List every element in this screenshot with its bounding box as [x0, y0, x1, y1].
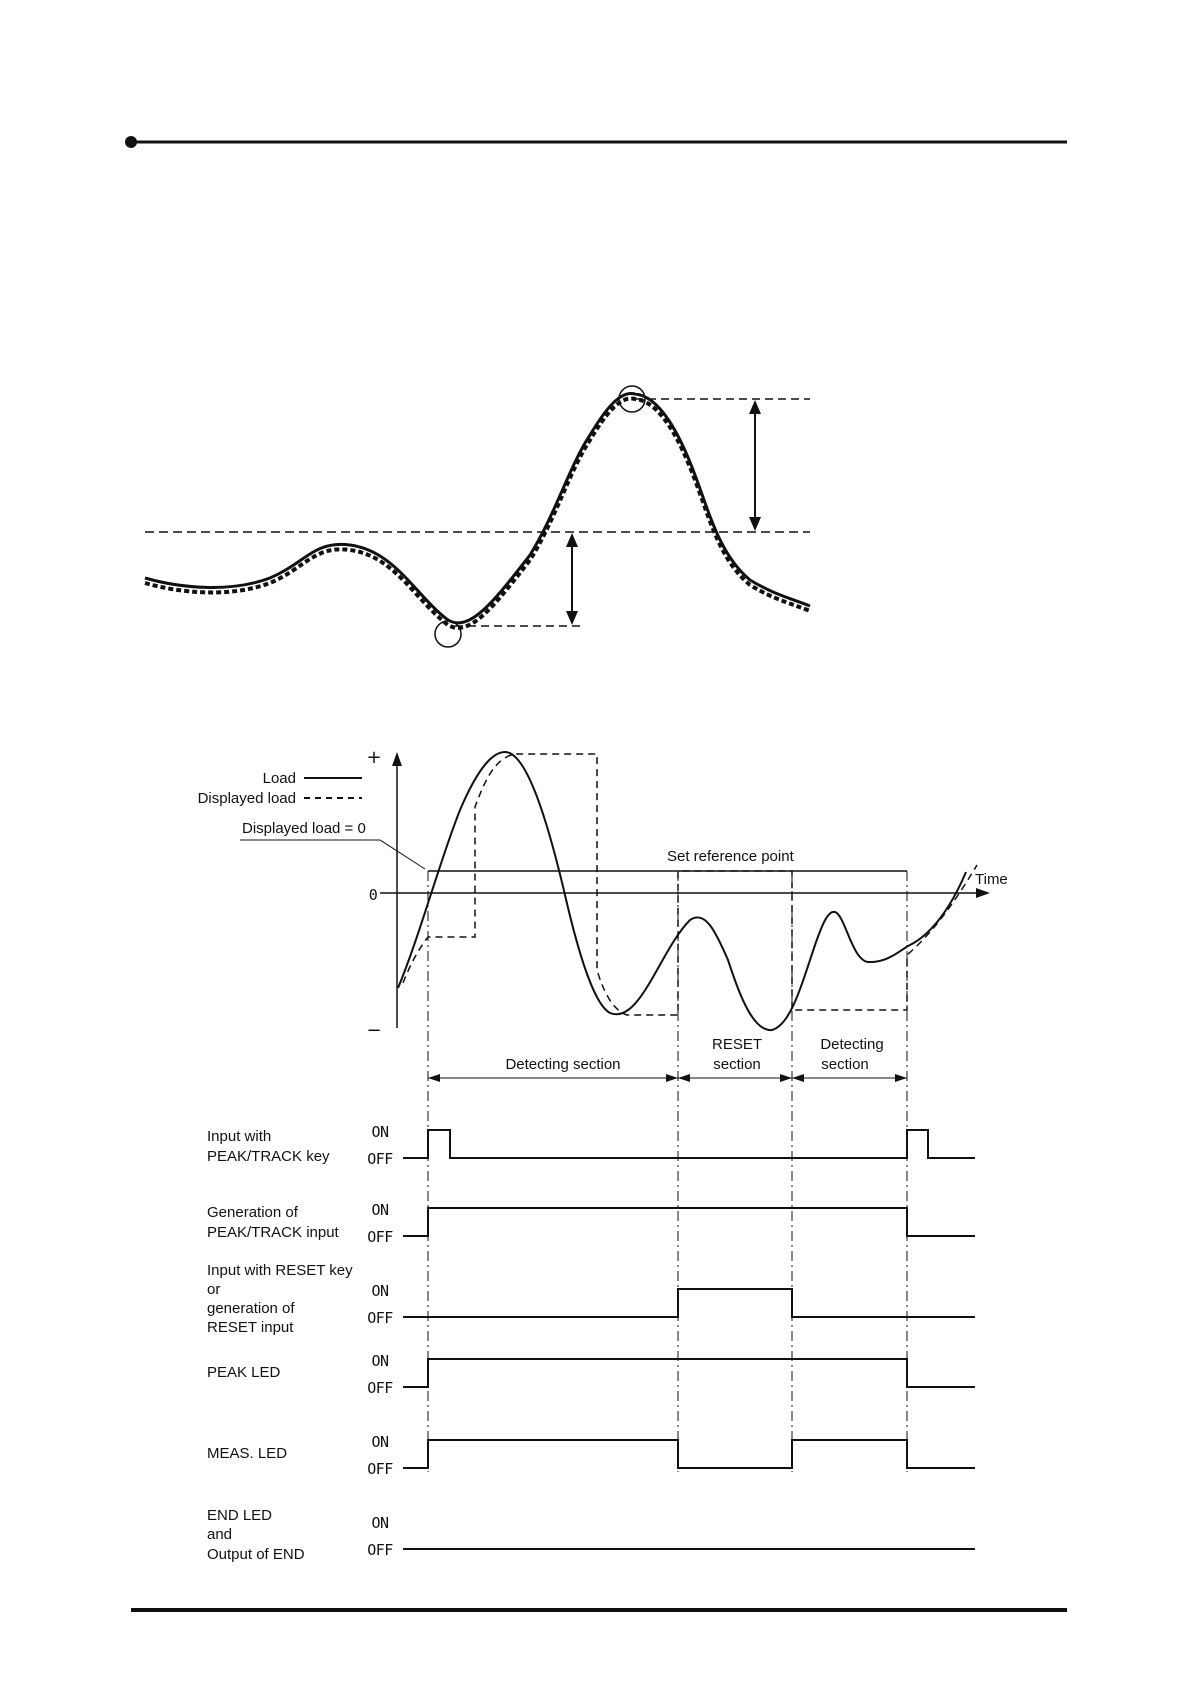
signal-label-line: and	[207, 1526, 233, 1543]
timing-chart	[198, 747, 1008, 1563]
state-off: OFF	[367, 1150, 393, 1168]
y-axis-arrow-icon	[392, 752, 402, 766]
legend-displayed-zero: Displayed load = 0	[242, 820, 366, 837]
state-off: OFF	[367, 1460, 393, 1478]
signal-label-line: Generation of	[207, 1204, 298, 1221]
valley-arrow	[566, 533, 578, 625]
signal-row-peak-track-input	[207, 1201, 975, 1246]
legend-displayed-load: Displayed load	[197, 790, 296, 807]
reset-section-label-line1: RESET	[711, 1036, 763, 1053]
state-on: ON	[371, 1201, 389, 1219]
legend-load: Load	[262, 770, 296, 787]
axis-minus: −	[366, 1020, 382, 1041]
signal-label-line: Output of END	[207, 1546, 305, 1563]
axis-zero: 0	[368, 886, 378, 904]
state-off: OFF	[367, 1309, 393, 1327]
signal-label-line: PEAK LED	[207, 1364, 281, 1381]
reset-section-label-line2: section	[713, 1056, 761, 1073]
state-on: ON	[371, 1514, 389, 1532]
signal-waveform	[403, 1440, 975, 1468]
state-off: OFF	[367, 1541, 393, 1559]
signal-label-line: or	[207, 1281, 221, 1298]
signal-label-line: Input with RESET key	[207, 1262, 353, 1279]
signal-waveform	[403, 1359, 975, 1387]
state-on: ON	[371, 1282, 389, 1300]
state-on: ON	[371, 1433, 389, 1451]
signal-label-line: RESET input	[207, 1319, 294, 1336]
state-on: ON	[371, 1352, 389, 1370]
event-lines	[428, 871, 907, 1472]
set-reference-point-label: Set reference point	[667, 848, 794, 865]
detecting-section-label-2a: Detecting	[820, 1036, 884, 1053]
signal-label-line: PEAK/TRACK key	[207, 1148, 330, 1165]
signal-label-line: Input with	[207, 1128, 272, 1145]
signal-waveform	[403, 1130, 975, 1158]
detecting-section-label-1: Detecting section	[505, 1056, 621, 1073]
load-trace	[398, 752, 966, 1030]
detecting-section-label-2b: section	[821, 1056, 869, 1073]
signal-row-peak-track-key	[207, 1123, 975, 1168]
signal-waveform	[403, 1208, 975, 1236]
time-axis-arrow-icon	[976, 888, 990, 898]
signal-label-line: END LED	[207, 1507, 273, 1524]
state-off: OFF	[367, 1228, 393, 1246]
state-on: ON	[371, 1123, 389, 1141]
signal-row-end-led	[207, 1507, 975, 1563]
signal-label-line: PEAK/TRACK input	[207, 1224, 339, 1241]
state-off: OFF	[367, 1379, 393, 1397]
displayed-load-trace	[403, 754, 977, 1015]
valley-circle-marker	[435, 621, 461, 647]
signal-waveform	[403, 1289, 975, 1317]
peak-arrow	[749, 400, 761, 531]
signal-label-line: generation of	[207, 1300, 295, 1317]
signal-label-line: MEAS. LED	[207, 1445, 288, 1462]
signal-row-reset-input	[207, 1262, 975, 1336]
signal-row-peak-led	[207, 1352, 975, 1397]
time-label: Time	[975, 871, 1008, 888]
signal-row-meas-led	[207, 1433, 975, 1478]
section-arrows	[428, 1074, 907, 1082]
peak-valley-diagram	[145, 386, 810, 647]
axis-plus: +	[366, 747, 382, 768]
